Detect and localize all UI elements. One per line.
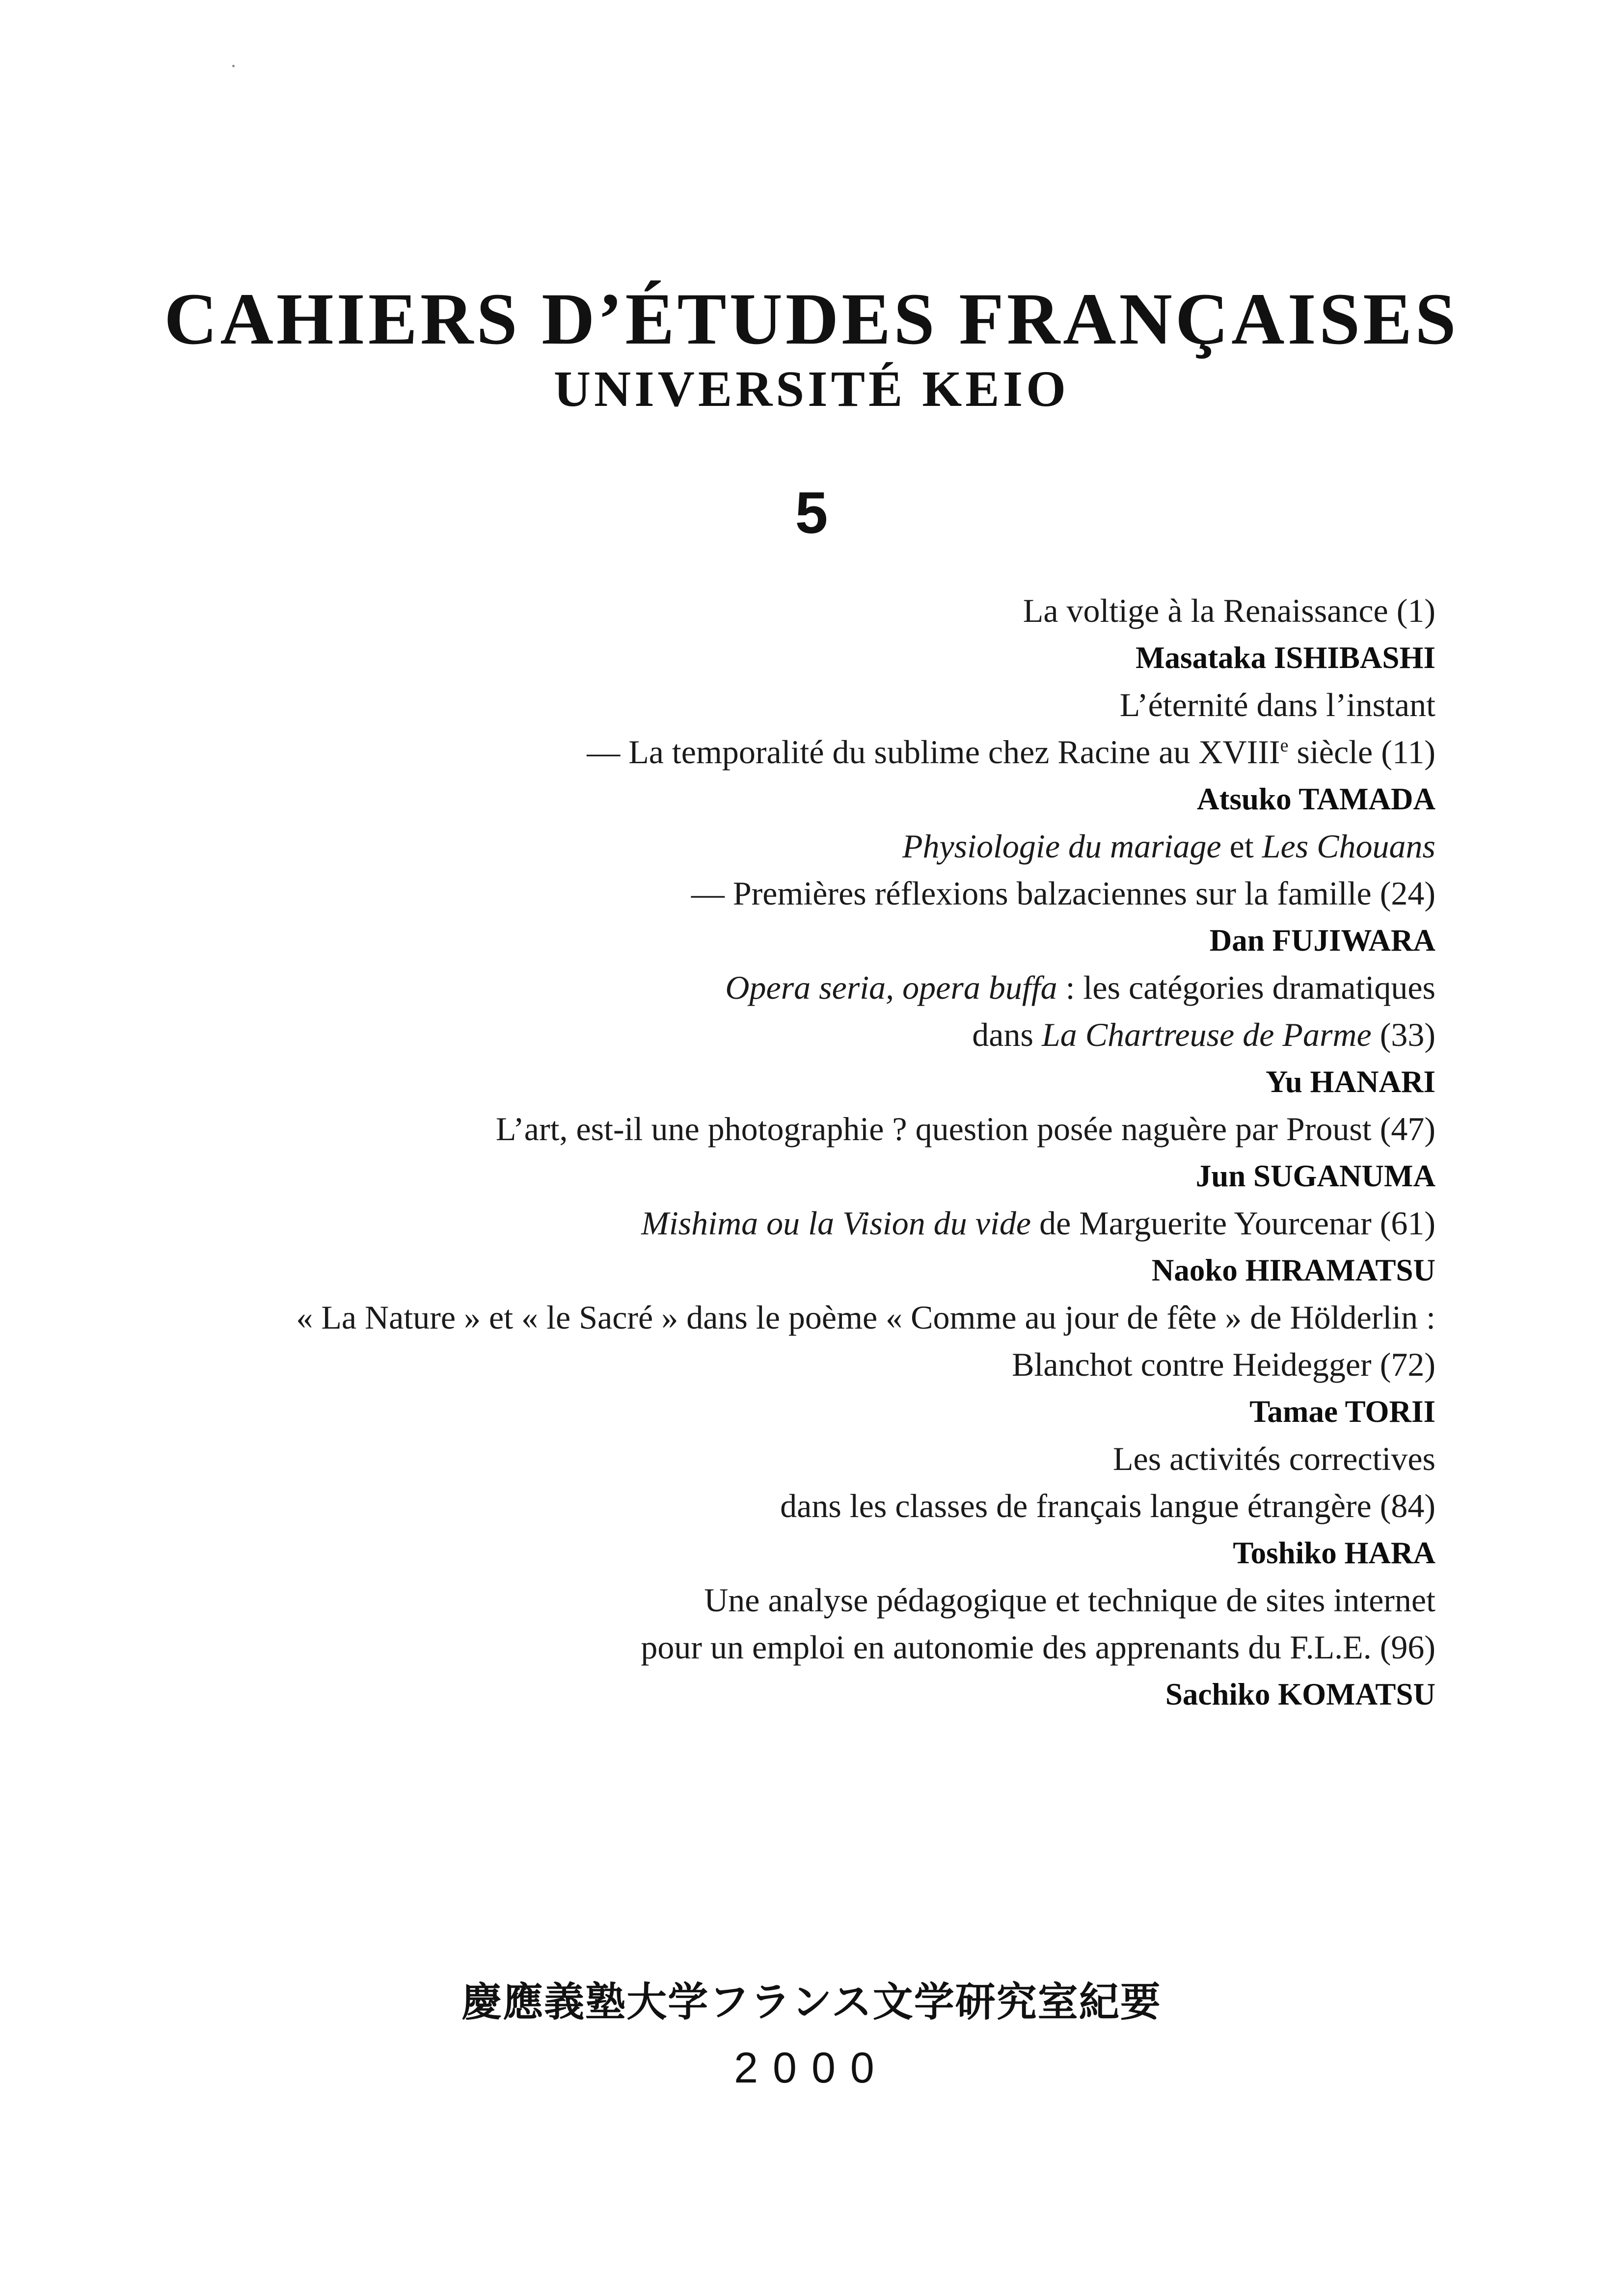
article-title-4-rest: : les catégories dramatiques [1057, 969, 1435, 1006]
dans-word: dans [972, 1016, 1042, 1053]
work-title-opera: Opera seria, opera buffa [725, 969, 1057, 1006]
article-title-6 [0, 1200, 1435, 1247]
article-title-4-line2 [0, 1011, 1435, 1058]
article-title-9: Une analyse pédagogique et technique de sites internet [704, 1581, 1435, 1619]
conjunction: et [1221, 828, 1262, 865]
article-author-5: Jun SUGANUMA [1195, 1159, 1435, 1193]
publication-year: 2000 [734, 2043, 889, 2092]
article-title-1: La voltige à la Renaissance (1) [1023, 592, 1435, 629]
article-author-4: Yu HANARI [1265, 1065, 1435, 1099]
page-ref-33: (33) [1371, 1016, 1435, 1053]
work-title-chartreuse: La Chartreuse de Parme [1041, 1016, 1372, 1053]
work-title-mishima: Mishima ou la Vision du vide [641, 1204, 1031, 1242]
scan-speck [232, 65, 235, 67]
article-title-8: Les activités correctives [1112, 1440, 1435, 1477]
article-title-9-line2: pour un emploi en autonomie des apprenants du F.L.E. (96) [641, 1629, 1435, 1666]
journal-subtitle: UNIVERSITÉ KEIO [554, 361, 1069, 417]
article-title-4 [0, 964, 1435, 1011]
article-author-8: Toshiko HARA [1233, 1536, 1435, 1570]
work-title-physiologie: Physiologie du mariage [902, 828, 1221, 865]
journal-title: CAHIERS D’ÉTUDES FRANÇAISES [164, 278, 1459, 360]
article-subtitle-2-text: — La temporalité du sublime chez Racine au XVIII [587, 733, 1280, 771]
superscript-e: e [1280, 735, 1289, 756]
article-subtitle-3: — Premières réflexions balzaciennes sur la famille (24) [691, 875, 1435, 912]
article-title-7-line2: Blanchot contre Heidegger (72) [1012, 1346, 1435, 1383]
article-author-9: Sachiko KOMATSU [1165, 1677, 1435, 1711]
article-title-2: L’éternité dans l’instant [1119, 686, 1435, 723]
issue-number: 5 [795, 480, 828, 546]
article-subtitle-2 [0, 728, 1435, 775]
publisher-japanese: 慶應義塾大学フランス文学研究室紀要 [461, 1979, 1162, 2026]
article-title-3 [0, 823, 1435, 870]
article-title-7: « La Nature » et « le Sacré » dans le poème « Comme au jour de fête » de Hölderlin : [296, 1299, 1435, 1336]
article-subtitle-2-end: siècle (11) [1288, 733, 1435, 771]
article-title-6-rest: de Marguerite Yourcenar (61) [1031, 1204, 1435, 1242]
article-author-2: Atsuko TAMADA [1197, 782, 1435, 816]
article-author-7: Tamae TORII [1249, 1394, 1435, 1429]
article-author-6: Naoko HIRAMATSU [1151, 1253, 1435, 1287]
table-of-contents [0, 587, 1435, 1718]
work-title-chouans: Les Chouans [1262, 828, 1435, 865]
article-author-3: Dan FUJIWARA [1209, 923, 1435, 958]
article-title-8-line2: dans les classes de français langue étrangère (84) [780, 1487, 1435, 1524]
article-title-5: L’art, est-il une photographie ? question posée naguère par Proust (47) [495, 1110, 1435, 1148]
article-author-1: Masataka ISHIBASHI [1136, 641, 1435, 675]
